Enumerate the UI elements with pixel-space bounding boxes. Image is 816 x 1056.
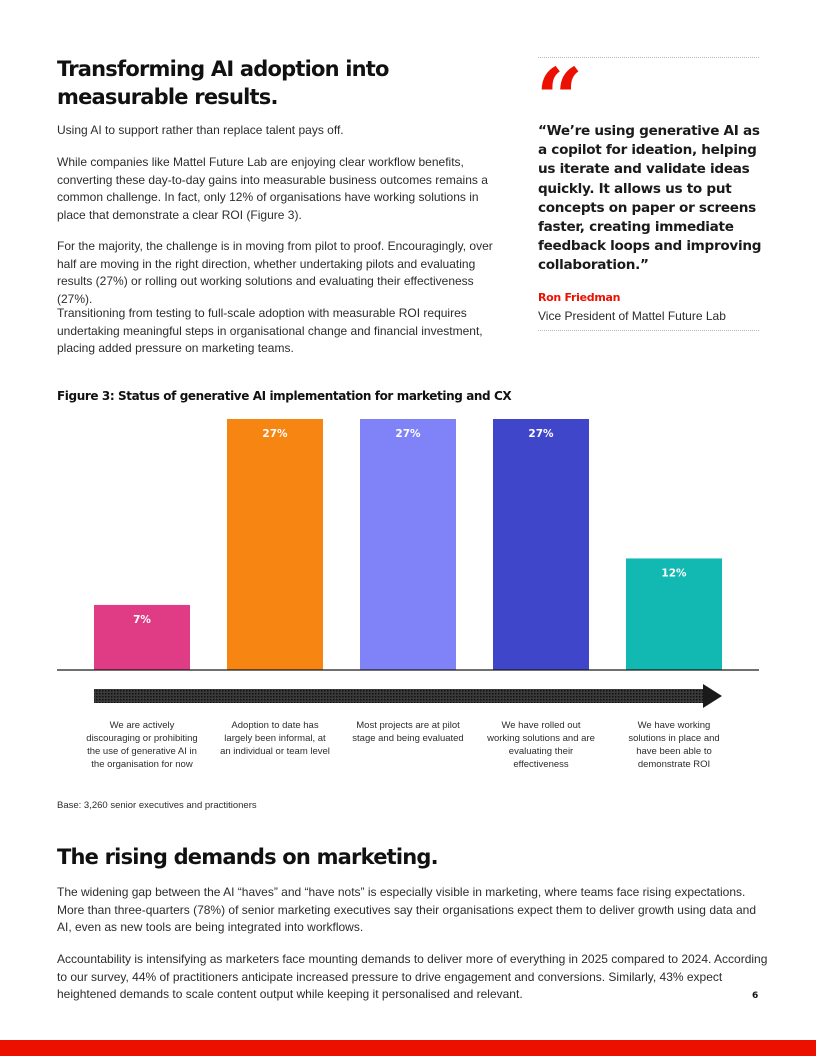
page-number: 6	[752, 991, 759, 1001]
paragraph: For the majority, the challenge is in moving from pilot to proof. Encouragingly, over half are moving in the right direction, whether undertaking pilots and evaluating results (27%) or rolling out working solutions and evaluating their effectiveness (27%).	[57, 239, 493, 306]
figure-base-note: Base: 3,260 senior executives and practitioners	[57, 800, 257, 811]
bar-value-label: 27%	[528, 428, 554, 440]
paragraph: Accountability is intensifying as marketers face mounting demands to deliver more of everything in 2025 compared to 2024. According to our survey, 44% of practitioners anticipate increased pressure to drive engagement and conversions. Similarly, 43% expect heightened demands to scale content output while keeping it personalised and relevant.	[57, 952, 768, 1001]
category-label: Adoption to date has largely been informal, at an individual or team level	[220, 720, 330, 757]
category-label: We have working solutions in place and have been able to demonstrate ROI	[628, 720, 720, 770]
progress-arrow-icon	[94, 684, 722, 708]
bar-value-label: 7%	[133, 613, 151, 626]
pull-quote: “We’re using generative AI as a copilot for ideation, helping us iterate and validate ideas quickly. It allows us to put concepts on paper or screens faster, creating immediate feedback loops and improving collaboration.”	[538, 123, 762, 274]
section-title: Transforming AI adoption into measurable results.	[57, 57, 389, 109]
category-label: Most projects are at pilot stage and being evaluated	[352, 720, 464, 744]
paragraph: Transitioning from testing to full-scale adoption with measurable ROI requires undertaking meaningful steps in organisational change and financial investment, placing added pressure on marketing teams.	[57, 306, 483, 355]
bar-value-label: 12%	[661, 567, 687, 580]
bar-3	[360, 419, 456, 670]
paragraph: The widening gap between the AI “haves” and “have nots” is especially visible in marketing, where teams face rising expectations. More than three-quarters (78%) of senior marketing executives say their organisations expect them to deliver growth using data and AI, even as new tools are being integrated into workflows.	[57, 885, 757, 934]
paragraph: While companies like Mattel Future Lab are enjoying clear workflow benefits, converting these day-to-day gains into measurable business outcomes remains a common challenge. In fact, only 12% of organisations have working solutions in place that demonstrate a clear ROI (Figure 3).	[57, 155, 488, 222]
paragraph: Using AI to support rather than replace talent pays off.	[57, 123, 344, 137]
section-title: The rising demands on marketing.	[57, 845, 438, 869]
quote-author: Ron Friedman	[538, 291, 621, 304]
bar-4	[493, 419, 589, 670]
quote-author-role: Vice President of Mattel Future Lab	[538, 309, 726, 323]
figure-title: Figure 3: Status of generative AI implementation for marketing and CX	[57, 389, 512, 403]
bar-2	[227, 419, 323, 670]
bar-value-label: 27%	[262, 428, 288, 440]
quote-mark-icon: “	[536, 51, 578, 147]
footer-accent-bar	[0, 1040, 816, 1056]
category-label: We are actively discouraging or prohibiting the use of generative AI in the organisation for now	[86, 720, 198, 770]
category-label: We have rolled out working solutions and are evaluating their effectiveness	[487, 720, 595, 770]
bar-value-label: 27%	[395, 428, 421, 440]
